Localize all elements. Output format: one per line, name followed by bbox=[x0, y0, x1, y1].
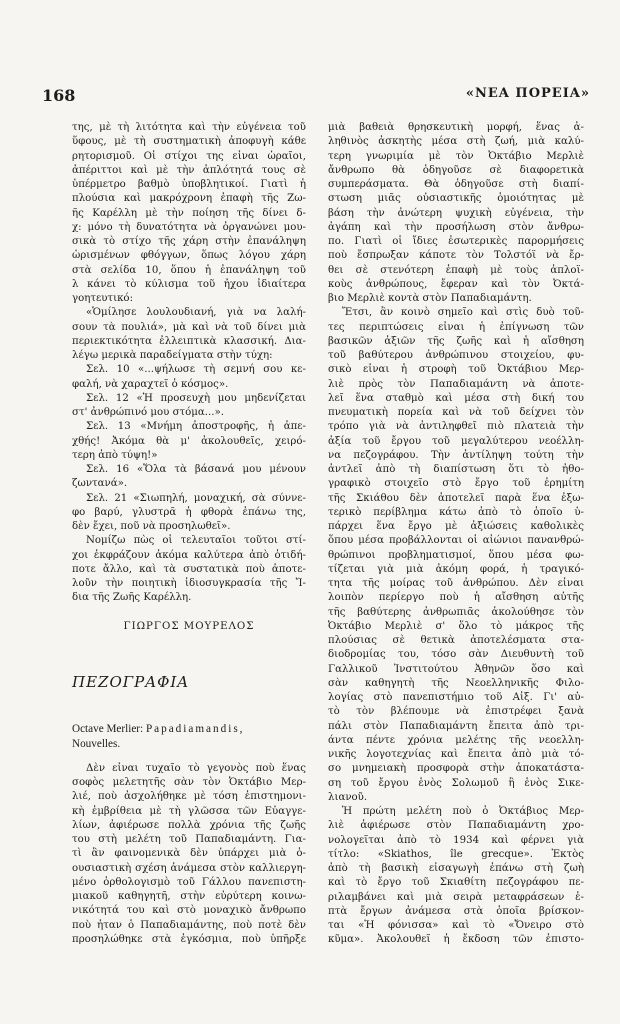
text-line: πτὰ ἔργων ἀνάμεσα στὰ ὁποῖα βρίσκον- bbox=[328, 905, 584, 917]
text-line: λιέ, ποὺ ἀσχολήθηκε μὲ τόση ἐπιστημονι- bbox=[72, 791, 306, 803]
text-line: ση τοῦ ἔργου ἑνὸς Σολωμοῦ ἢ ἑνὸς Σικε- bbox=[328, 777, 584, 789]
review-end-paragraph bbox=[72, 121, 306, 306]
text-line: θρώπινοι προβληματισμοί, ὅπου μέσα φω- bbox=[328, 549, 584, 561]
text-line: στὰ σελίδα 10, ὅπου ἡ ἐπανάληψη τοῦ bbox=[72, 264, 306, 276]
text-line: τρόπο γιὰ νὰ ἀντιληφθεῖ πιὸ πλατειὰ τὴν bbox=[328, 421, 584, 433]
text-line: τῆς βαθύτερης ἀνθρωπιᾶς ἀκολούθησε τὸν bbox=[328, 606, 584, 618]
text-line: ἀντλεῖ ἀπὸ τὴ διαπίστωση ὅτι τὸ ἠθο- bbox=[328, 464, 584, 475]
text-line: Σελ. 16 «Ὅλα τὰ βάσανά μου μένουν bbox=[86, 464, 306, 475]
text-line: βιο Μερλιὲ κοντὰ στὸν Παπαδιαμάντη. bbox=[328, 293, 532, 304]
book-author: Octave Merlier: bbox=[72, 722, 146, 735]
text-line: καὶ τὸ ἔργο τοῦ Σκιαθίτη πεζογράφου πε- bbox=[328, 877, 584, 889]
text-line: τες περιπτώσεις εἶναι ἡ ἐπίγνωση τῶν bbox=[328, 321, 584, 333]
text-line: ἄνθρωπο θὰ ὁδηγοῦσε σὲ διαφορετικὰ bbox=[328, 164, 584, 176]
text-line: στ' ἀνθρώπινό μου στόμα...». bbox=[72, 407, 224, 418]
text-line: κὴ ἐμβρίθεια μὲ τὴ γλῶσσα τῶν Εὐαγγε- bbox=[72, 805, 306, 817]
text-line: ὑπέρμετρο βαθμὸ ὑποβλητικοί. Γιατὶ ἡ bbox=[72, 179, 306, 190]
text-line: ται «Ἡ φόνισσα» καὶ τὸ «Ὄνειρο στὸ bbox=[328, 920, 584, 931]
text-line: ρητορισμοῦ. Οἱ στίχοι της εἶναι ὡραῖοι, bbox=[72, 150, 306, 162]
page-number: 168 bbox=[42, 86, 76, 105]
text-line: πνευματικὴ πορεία καὶ νὰ τοῦ δείχνει τὸν bbox=[328, 407, 584, 418]
text-line: λιανοῦ. bbox=[328, 791, 368, 803]
text-line: στωση μιᾶς οὐσιαστικῆς ὁμοιότητας μὲ bbox=[328, 193, 584, 205]
text-line: λεῖ ἕνα σταθμὸ καὶ μέσα στὴ δική του bbox=[328, 392, 584, 404]
poem-intro-paragraph bbox=[72, 306, 306, 363]
text-line: ὡρισμένων φθόγγων, ὅπως λόγου χάρη bbox=[72, 250, 306, 262]
text-line: λοῦν τὴν ποιητικὴ ἰδιοσυγκρασία τῆς Ἴ- bbox=[72, 578, 306, 589]
text-line: τερικὸ περίβλημα κάτω ἀπὸ τὸ ὁποῖο ὑ- bbox=[328, 506, 584, 518]
text-line: φο βαρύ, γλυστρᾶ ἡ φθορὰ ἐπάνω της, bbox=[72, 506, 306, 518]
text-line: νικότητά του καὶ στὸ μοναχικὸ ἄνθρωπο bbox=[72, 905, 306, 917]
text-line: λίων, ἀφιέρωσε πολλὰ χρόνια τῆς ζωῆς bbox=[72, 819, 306, 831]
text-line: τερη γνωριμία μὲ τὸν Ὀκτάβιο Μερλιὲ bbox=[328, 150, 584, 162]
book-subtitle: Nouvelles. bbox=[72, 737, 121, 750]
text-line: λιὲ ἀφιέρωσε στὸν Παπαδιαμάντη χρο- bbox=[328, 820, 584, 832]
left-column bbox=[72, 121, 306, 947]
right-paragraph-2 bbox=[328, 805, 584, 948]
text-line: σὰν καθηγητὴ τῆς Νεοελληνικῆς Φιλο- bbox=[328, 677, 584, 689]
text-line: λιὲ πρὸς τὸν Παπαδιαμάντη νὰ ἀποτε- bbox=[328, 378, 584, 390]
text-line: ουσιαστικὴ σχέση ἀνάμεσα στὸν καλλιεργη- bbox=[72, 862, 306, 874]
text-line: γοητευτικό: bbox=[72, 293, 133, 304]
text-line: πλούσιας σὲ θετικὰ ἀποτελέσματα στα- bbox=[328, 635, 584, 646]
review-start-paragraph bbox=[72, 762, 306, 947]
text-line: τοῦ βαθύτερου ἀνθρώπινου στοιχείου, φυ- bbox=[328, 350, 584, 361]
text-line: κῦμα». Ἀκολουθεῖ ἡ ἔκδοση τῶν ἐπιστο- bbox=[328, 934, 584, 946]
text-line: ἀγάπη καὶ τὴν προσήλωση στὸν ἄνθρω- bbox=[328, 221, 584, 233]
text-line: ζωντανά». bbox=[72, 478, 128, 490]
text-line: λ κάνει τὸ κύλισμα τοῦ ἦχου ἰδιαίτερα bbox=[72, 278, 306, 290]
right-paragraph-1 bbox=[328, 121, 584, 805]
text-line: σουν τὰ πουλιά», μὰ καὶ νὰ τοῦ δίνει μιὰ bbox=[72, 321, 306, 333]
text-line: να πεζογράφου. Τὴν ἀντίληψη τούτη τὴν bbox=[328, 449, 584, 461]
text-line: άντα πέντε χρόνια μελέτης τῆς νεοελλη- bbox=[328, 734, 584, 746]
text-line: ὕφους, μὲ τὴ συστηματικὴ ἀποφυγὴ κάθε bbox=[72, 136, 306, 148]
journal-title: «ΝΕΑ ΠΟΡΕΙΑ» bbox=[465, 86, 590, 101]
text-line: ποτε ἄλλο, καὶ τὰ συστατικὰ ποὺ ἀποτε- bbox=[72, 563, 306, 575]
text-line: πο. Γιατὶ οἱ ἴδιες ἐσωτερικὲς παρορμήσεις bbox=[328, 236, 584, 247]
text-line: τὶ ἂν φαινομενικὰ δὲν ὑπάρχει μιὰ ὀ- bbox=[72, 848, 306, 860]
text-line: Σελ. 21 «Σιωπηλή, μοναχική, σὰ σύννε- bbox=[86, 492, 306, 504]
text-line: φαλή, νὰ χαραχτεῖ ὁ κόσμος». bbox=[72, 378, 229, 390]
review-author: ΓΙΩΡΓΟΣ ΜΟΥΡΕΛΟΣ bbox=[123, 620, 255, 632]
text-line: χθής! Ἀκόμα θὰ μ' ἀκολουθεῖς, χειρό- bbox=[72, 435, 306, 447]
text-line: της, μὲ τὴ λιτότητα καὶ τὴν εὐγένεια τοῦ bbox=[72, 122, 306, 133]
text-line: Ἔτσι, ἂν κοινὸ σημεῖο καὶ στὶς δυὸ τοῦ- bbox=[342, 307, 584, 319]
text-line: πλούσια καὶ μακρόχρονη ἐπαφὴ τῆς Ζω- bbox=[72, 193, 306, 205]
right-column bbox=[328, 121, 584, 948]
text-line: ὅπου μέσα προβάλλονται οἱ αἰώνιοι πανανθρώ- bbox=[328, 535, 584, 547]
text-line: θει σὲ στενότερη ἐπαφὴ μὲ τοὺς ἁπλοϊ- bbox=[328, 264, 584, 276]
text-line: μένο ὀρθολογισμὸ τοῦ Γάλλου πανεπιστη- bbox=[72, 876, 306, 888]
text-line: τητα τῆς μοίρας τοῦ ἀνθρώπου. Δὲν εἶναι bbox=[328, 578, 584, 589]
text-line: βάση τὴν ἀνώτερη ψυχικὴ εὐγένεια, τὴν bbox=[328, 207, 584, 219]
text-line: νολογεῖται ἀπὸ τὸ 1934 καὶ φέρνει γιὰ bbox=[328, 834, 584, 846]
text-line: ποὺ ἦταν ὁ Παπαδιαμάντης, ποὺ ποτὲ δὲν bbox=[72, 919, 306, 931]
text-line: «Ὁμίλησε λουλουδιανή, γιὰ να λαλή- bbox=[86, 307, 306, 319]
text-line: Σελ. 13 «Μνήμη ἀποστροφῆς, ἡ ἀπε- bbox=[86, 421, 306, 433]
book-reference bbox=[72, 722, 306, 737]
page-header bbox=[42, 86, 590, 108]
text-line: τὸ τὸν βλέπουμε νὰ ἐπιστρέφει ξανὰ bbox=[328, 706, 584, 718]
text-line: ῆς Καρέλλη μὲ τὴν ποίηση τῆς δίνει δ- bbox=[72, 207, 306, 219]
text-line: ἀπὸ τὴ βασικὴ εἰσαγωγὴ ἐπάνω στὴ ζωὴ bbox=[328, 863, 584, 874]
poem-examples bbox=[72, 363, 306, 534]
text-line: γραφικὸ στοιχεῖο στὸ ἔργο τοῦ ἐρημίτη bbox=[328, 478, 584, 490]
text-line: σοφὸς μελετητῆς σὰν τὸν Ὀκτάβιο Μερ- bbox=[72, 777, 306, 788]
text-line: τῆς Σκιάθου δὲν ἀποτελεῖ παρὰ ἕνα ἐξω- bbox=[328, 492, 584, 504]
text-line: τερη ἀπὸ τύψη!» bbox=[72, 449, 158, 461]
text-line: δὲν ἔχει, ποῦ νὰ προσηλωθεῖ». bbox=[72, 521, 231, 532]
text-line: σο μνημειακὴ προσφορὰ στὴν ἀποκατάστα- bbox=[328, 763, 584, 775]
text-line: ποὺ ἔσπρωξαν κάποτε τὸν Τολστόϊ νὰ ἔρ- bbox=[328, 250, 584, 262]
text-line: τίζεται γιὰ μιὰ ἀκόμη φορά, ἡ τραγικό- bbox=[328, 563, 584, 575]
text-line: διοδρομίας του, τόσο σὰν Διευθυντὴ τοῦ bbox=[328, 649, 584, 661]
text-line: Ἡ πρώτη μελέτη ποὺ ὁ Ὀκτάβιος Μερ- bbox=[342, 806, 584, 817]
text-line: λογίας στὸ πανεπιστήμιο τοῦ Αἰξ. Γι' αὐ- bbox=[328, 692, 584, 703]
text-line: πάρχει ἕνα ἔργο μὲ ἀξιώσεις καθολικὲς bbox=[328, 521, 584, 532]
text-line: μιακοῦ καθηγητῆ, στὴν εὐρύτερη κοινω- bbox=[72, 891, 306, 902]
text-line: του στὴ μελέτη τοῦ Παπαδιαμάντη. Για- bbox=[72, 834, 306, 845]
text-line: λέγω μερικὰ παραδείγματα στὴν τύχη: bbox=[72, 350, 273, 361]
text-line: πάλι στὸν Παπαδιαμάντη ἔπειτα ἀπὸ τρι- bbox=[328, 720, 584, 732]
text-line: Σελ. 12 «Ἡ προσευχὴ μου μηδενίζεται bbox=[86, 392, 306, 404]
text-line: Γαλλικοῦ Ἰνστιτούτου Ἀθηνῶν ὅσο καὶ bbox=[328, 663, 584, 675]
text-line: περιεκτικότητα ἐλλειπτικὰ κλασσική. Δια- bbox=[72, 335, 306, 347]
text-line: σικὸ εἶναι ἡ στροφὴ τοῦ Ὀκτάβιου Μερ- bbox=[328, 364, 584, 376]
section-title: ΠΕΖΟΓΡΑΦΙΑ bbox=[72, 672, 190, 691]
text-line: ἀξία τοῦ ἔργου τοῦ μεγαλύτερου νεοέλλη- bbox=[328, 435, 584, 447]
text-line: ριλαμβάνει καὶ μιὰ σειρὰ μεταφράσεων ἑ- bbox=[328, 891, 584, 903]
text-line: χοι ἐκφράζουν ἀκόμα καλύτερα ἀπὸ ὁτιδή- bbox=[72, 549, 306, 561]
text-line: δια τῆς Ζωῆς Καρέλλη. bbox=[72, 592, 192, 604]
text-line: Σελ. 10 «...ψήλωσε τὴ σεμνή σου κε- bbox=[86, 364, 306, 376]
text-line: Ὀκτάβιο Μερλιὲ σ' ὅλο τὸ μάκρος τῆς bbox=[328, 620, 584, 632]
text-line: τίτλο: «Skiathos, île grecque». Ἐκτὸς bbox=[328, 848, 584, 860]
text-line: λοιπὸν περίεργο ποὺ ἡ αἴσθηση αὐτῆς bbox=[328, 592, 584, 604]
text-line: κοὺς ἀνθρώπους, ἔφεραν καὶ τὸν Ὀκτά- bbox=[328, 278, 584, 290]
text-line: βασικῶν ἀξιῶν τῆς ζωῆς καὶ ἡ αἴσθηση bbox=[328, 335, 584, 347]
closing-paragraph bbox=[72, 534, 306, 605]
text-line: Νομίζω πὼς οἱ τελευταῖοι τοῦτοι στί- bbox=[86, 535, 306, 547]
text-line: νικῆς λογοτεχνίας καὶ ἔπειτα ἀπὸ μιὰ τό- bbox=[328, 749, 584, 760]
book-title: Papadiamandis, bbox=[145, 722, 245, 735]
text-line: ληθινὸς ἀσκητὴς μέσα στὴ ζωή, μιὰ καλύ- bbox=[328, 136, 584, 148]
text-line: προσηλώθηκε στὰ ἐγκόσμια, ποὺ ὑπῆρξε bbox=[72, 933, 306, 945]
text-line: χ: μόνο τὴ δυνατότητα νὰ ὀργανώνει μου- bbox=[72, 221, 306, 233]
text-line: συμπεράσματα. Θὰ ὁδηγοῦσε στὴ διαπί- bbox=[328, 179, 584, 190]
text-line: ἀπέριττοι καὶ μὲ τὴν ἁπλότητά τους σὲ bbox=[72, 164, 306, 176]
text-line: Δὲν εἶναι τυχαῖο τὸ γεγονὸς ποὺ ἕνας bbox=[86, 762, 306, 774]
text-line: σικὰ τὸ στίχο τῆς χάρη στὴν ἐπανάληψη bbox=[72, 236, 306, 247]
text-line: μιὰ βαθειὰ θρησκευτικὴ μορφή, ἕνας ἀ- bbox=[328, 122, 584, 133]
